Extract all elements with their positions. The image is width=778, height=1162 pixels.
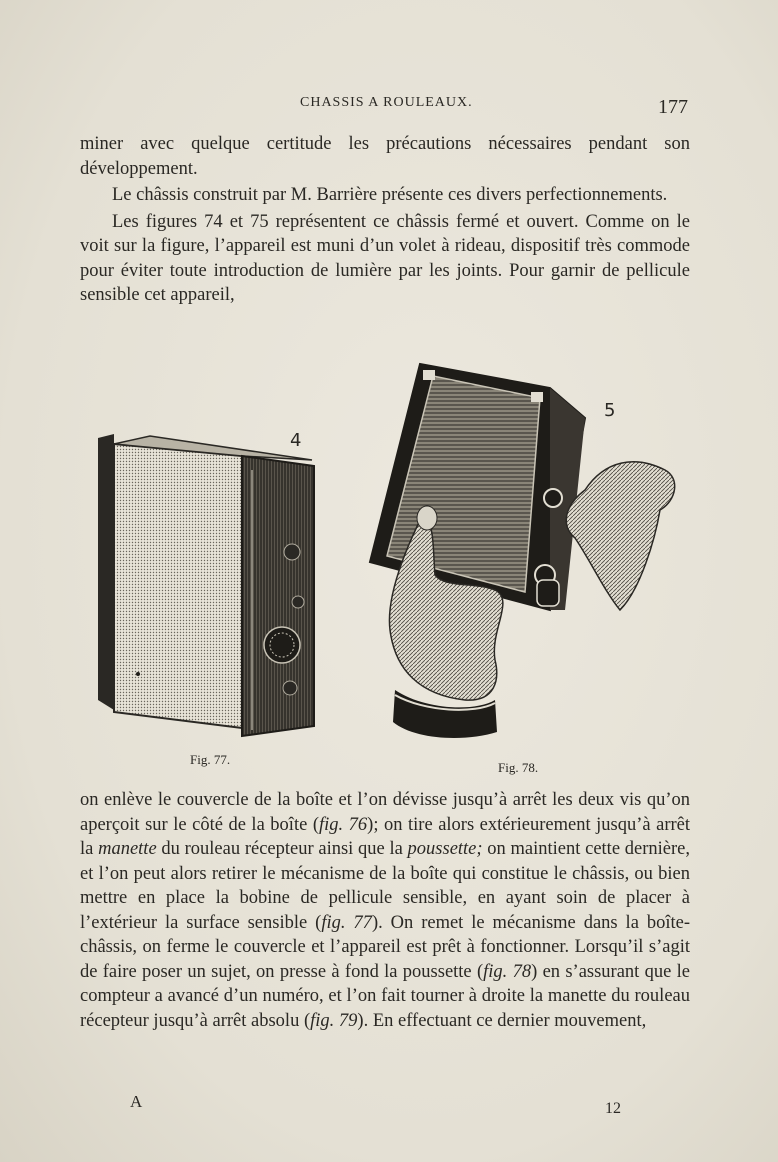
page-number: 177 xyxy=(658,96,688,118)
italic-term: manette xyxy=(98,839,157,859)
figure-reference: fig. 79 xyxy=(310,1010,358,1031)
paragraph-3: Les figures 74 et 75 représentent ce châssis fermé et ouvert. Comme on le voit sur la figure, l’appareil est muni d’un volet à rideau, dispositif très commode pour éviter toute introduction de lumière par les joints. Pour garnir de pellicule sensible cet appareil, xyxy=(80,211,690,305)
figure-reference: fig. 78 xyxy=(483,961,532,982)
paragraph-4 xyxy=(80,788,690,1033)
figure-77-marker: 4 xyxy=(290,430,302,451)
figure-78-chassis-open-in-hands xyxy=(365,360,685,745)
text-run: ). On remet le mécanisme dans la boîte-châssis, on ferme le couvercle et l’appareil est prêt à fonctionner. Lorsqu’il s’agit de faire poser un sujet, on presse à fond la poussette ( xyxy=(80,912,691,982)
text-run: ). En effectuant ce dernier mouvement, xyxy=(357,1010,647,1031)
figure-77-caption: Fig. 77. xyxy=(190,752,231,767)
italic-term: poussette; xyxy=(407,839,483,859)
text-run: ) en s’assurant que le compteur a avancé d’un numéro, et l’on fait tourner à droite la manette du rouleau récepteur jusqu’à arrêt absolu ( xyxy=(80,961,691,1031)
text-run: on maintient cette dernière, et l’on peut alors retirer le mécanisme de la boîte qui constitue le châssis, ou bien mettre en place la bobine de pellicule sensible, en ayant soin de placer à l’extérieur la surface sensible ( xyxy=(80,839,690,933)
text-run: du rouleau récepteur ainsi que la xyxy=(156,839,408,859)
figure-77-chassis-closed xyxy=(92,430,322,740)
signature-mark: A xyxy=(130,1092,143,1111)
paragraph-2: Le châssis construit par M. Barrière présente ces divers perfectionnements. xyxy=(112,185,668,205)
text-run: on enlève le couvercle de la boîte et l’on dévisse jusqu’à arrêt les deux vis qu’on aperçoit sur le côté de la boîte ( xyxy=(80,790,690,835)
signature-number: 12 xyxy=(605,1100,621,1117)
figure-reference: fig. 77 xyxy=(321,912,372,933)
figure-78-caption: Fig. 78. xyxy=(498,760,539,775)
running-title: CHASSIS A ROULEAUX. xyxy=(300,95,473,110)
figure-78-marker: 5 xyxy=(604,400,616,421)
figure-reference: fig. 76 xyxy=(318,814,368,835)
body-text-bottom xyxy=(80,788,690,1033)
paragraph-1: miner avec quelque certitude les précautions nécessaires pendant son développement. xyxy=(80,134,690,179)
body-text-top xyxy=(80,132,690,308)
text-run: ); on tire alors extérieurement jusqu’à arrêt la xyxy=(80,814,691,859)
